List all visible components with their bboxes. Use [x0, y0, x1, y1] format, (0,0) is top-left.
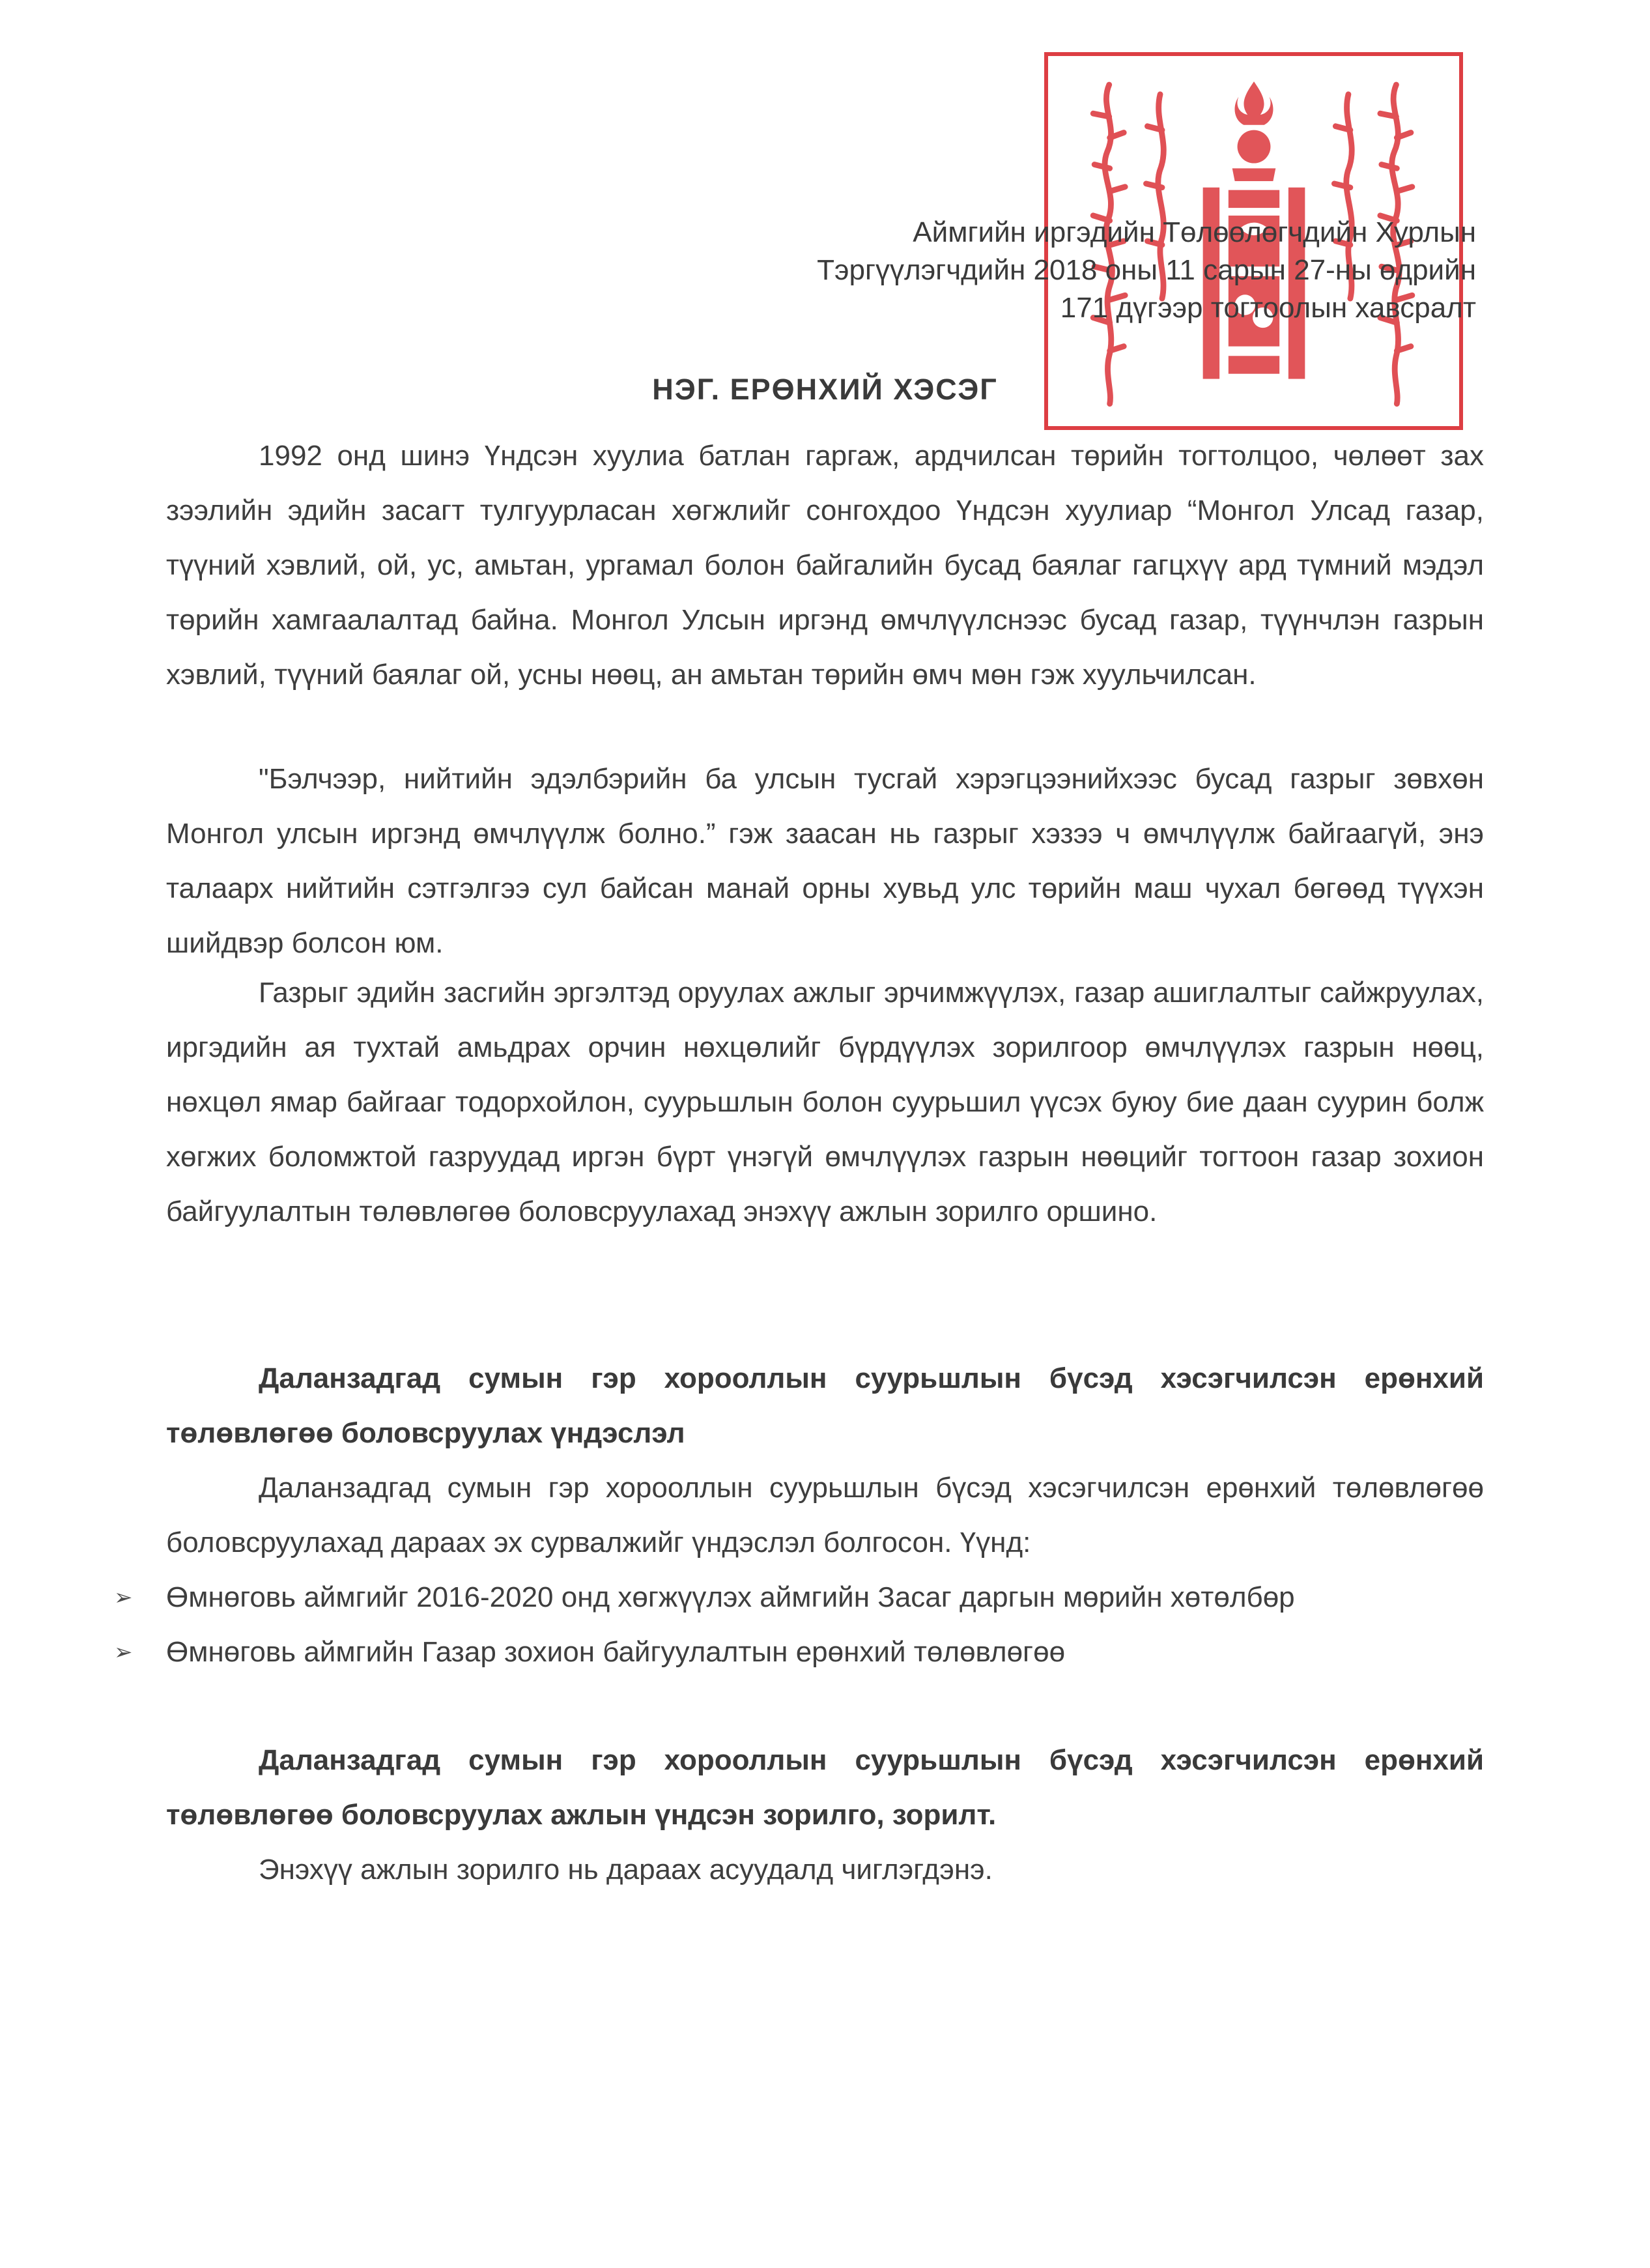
- header-line-1: Аймгийн иргэдийн Төлөөлөгчдийн Хурлын: [913, 216, 1476, 248]
- header-line-3: 171 дүгээр тогтоолын хавсралт: [1060, 292, 1476, 324]
- paragraph-1: 1992 онд шинэ Үндсэн хуулиа батлан гаргаж, ардчилсан төрийн тогтолцоо, чөлөөт зах зээлийн эдийн засагт тулгуурласан хөгжлийг сонгохдоо Үндсэн хуулиар “Монгол Улсад газар, түүний хэвлий, ой, ус, амьтан, ургамал болон байгалийн бусад баялаг гагцхүү ард түмний мэдэл төрийн хамгаалалтад байна. Монгол Улсын иргэнд өмчлүүлснээс бусад газар, түүнчлэн газрын хэвлий, түүний баялаг ой, усны нөөц, ан амьтан төрийн өмч мөн гэж хуульчилсан.: [166, 440, 1484, 691]
- subheading-basis: Даланзадгад сумын гэр хорооллын суурьшлын бүсэд хэсэгчилсэн ерөнхий төлөвлөгөө боловсруулах үндэслэл: [166, 1362, 1484, 1449]
- list-item: [114, 1625, 1482, 1680]
- list-item-text: Өмнөговь аймгийг 2016-2020 онд хөгжүүлэх аймгийн Засаг даргын мөрийн хөтөлбөр: [166, 1581, 1295, 1613]
- arrow-bullet-icon: ➢: [114, 1640, 133, 1665]
- document-header: [499, 214, 1476, 327]
- section-title: НЭГ. ЕРӨНХИЙ ХЭСЭГ: [652, 373, 998, 406]
- paragraph-5: Энэхүү ажлын зорилго нь дараах асуудалд чиглэгдэнэ.: [259, 1854, 993, 1886]
- paragraph-3: Газрыг эдийн засгийн эргэлтэд оруулах ажлыг эрчимжүүлэх, газар ашиглалтыг сайжруулах, иргэдийн ая тухтай амьдрах орчин нөхцөлийг бүрдүүлэх зорилгоор өмчлүүлэх газрын нөөц, нөхцөл ямар байгааг тодорхойлон, суурьшлын болон суурьшил үүсэх буюу бие даан суурин болж хөгжих боломжтой газруудад иргэн бүрт үнэгүй өмчлүүлэх газрын нөөцийг тогтоон газар зохион байгуулалтын төлөвлөгөө боловсруулахад энэхүү ажлын зорилго оршино.: [166, 977, 1484, 1227]
- arrow-bullet-icon: ➢: [114, 1585, 133, 1610]
- paragraph-4: Даланзадгад сумын гэр хорооллын суурьшлын бүсэд хэсэгчилсэн ерөнхий төлөвлөгөө боловсруулахад дараах эх сурвалжийг үндэслэл болгосон. Үүнд:: [166, 1472, 1484, 1558]
- subheading-goals: Даланзадгад сумын гэр хорооллын суурьшлын бүсэд хэсэгчилсэн ерөнхий төлөвлөгөө боловсруулах ажлын үндсэн зорилго, зорилт.: [166, 1744, 1484, 1831]
- bullet-list: [114, 1570, 1482, 1680]
- header-line-2: Тэргүүлэгчдийн 2018 оны 11 сарын 27-ны өдрийн: [817, 254, 1476, 286]
- list-item-text: Өмнөговь аймгийн Газар зохион байгуулалтын ерөнхий төлөвлөгөө: [166, 1636, 1066, 1668]
- list-item: [114, 1570, 1482, 1625]
- paragraph-2: "Бэлчээр, нийтийн эдэлбэрийн ба улсын тусгай хэрэгцээнийхээс бусад газрыг зөвхөн Монгол улсын иргэнд өмчлүүлж болно.” гэж заасан нь газрыг хэзээ ч өмчлүүлж байгаагүй, энэ талаарх нийтийн сэтгэлгээ сул байсан манай орны хувьд улс төрийн маш чухал бөгөөд түүхэн шийдвэр болсон юм.: [166, 763, 1484, 959]
